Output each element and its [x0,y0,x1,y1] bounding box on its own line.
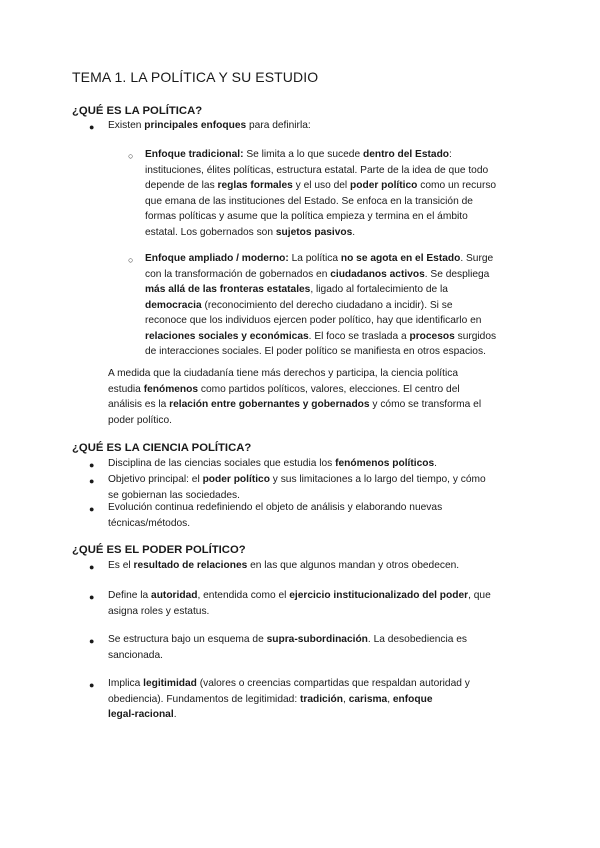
sub-bullet-enfoque-tradicional: Enfoque tradicional: Se limita a lo que sucede dentro del Estado: instituciones, élites políticas, estructura estatal. Parte de la idea de que todo depende de las reglas formales y el uso del poder político como un recurso que emana de las instituciones del Estado. Se enfoca en la transición de formas políticas y asume que la política empieza y termina en el ámbito estatal. Los gobernados son sujetos pasivos. [145,149,497,238]
bullet-text-objetivo: Objetivo principal: el poder político y sus limitaciones a lo largo del tiempo, y cómo se gobiernan las sociedades. [108,474,486,501]
bullet-text-resultado: Es el resultado de relaciones en las que algunos mandan y otros obedecen. [108,560,460,571]
bullet-marker: ● [89,680,95,690]
paragraph-ciudadania: A medida que la ciudadanía tiene más derechos y participa, la ciencia política estudia fenómenos como partidos políticos, valores, elecciones. El centro del análisis es la relación entre gobernantes y gobernados y cómo se transforma el poder político. [108,368,482,426]
bullet-text-enfoques: Existen principales enfoques para definirla: [108,120,311,131]
page-title: TEMA 1. LA POLÍTICA Y SU ESTUDIO [72,69,319,85]
section-heading-ciencia-politica: ¿QUÉ ES LA CIENCIA POLÍTICA? [72,442,252,454]
bullet-marker: ● [89,592,95,602]
section-heading-politica: ¿QUÉ ES LA POLÍTICA? [72,105,203,117]
sub-bullet-marker: ○ [128,151,134,161]
bullet-marker: ● [89,122,95,132]
bullet-text-evolucion: Evolución continua redefiniendo el objeto de análisis y elaborando nuevas técnicas/métodos. [108,502,443,529]
bullet-text-autoridad: Define la autoridad, entendida como el ejercicio institucionalizado del poder, que asigna roles y estatus. [108,590,491,617]
bullet-marker: ● [89,636,95,646]
bullet-marker: ● [89,476,95,486]
bullet-marker: ● [89,504,95,514]
bullet-marker: ● [89,562,95,572]
sub-bullet-marker: ○ [128,255,134,265]
section-heading-poder-politico: ¿QUÉ ES EL PODER POLÍTICO? [72,544,246,556]
bullet-text-disciplina: Disciplina de las ciencias sociales que estudia los fenómenos políticos. [108,458,437,469]
sub-bullet-enfoque-ampliado: Enfoque ampliado / moderno: La política no se agota en el Estado. Surge con la transformación de gobernados en ciudadanos activos. Se despliega más allá de las fronteras estatales, ligado al fortalecimiento de la democracia (reconocimiento del derecho ciudadano a incidir). Si se reconoce que los individuos ejercen poder político, hay que identificarlo en relaciones sociales y económicas. El foco se traslada a procesos surgidos de interacciones sociales. El poder político se manifiesta en otros espacios. [145,253,497,357]
bullet-text-supra-subordinacion: Se estructura bajo un esquema de supra-subordinación. La desobediencia es sancionada. [108,634,468,661]
bullet-text-legitimidad: Implica legitimidad (valores o creencias compartidas que respaldan autoridad y obediencia). Fundamentos de legitimidad: tradición, carisma, enfoque legal-racional. [108,678,470,720]
bullet-marker: ● [89,460,95,470]
